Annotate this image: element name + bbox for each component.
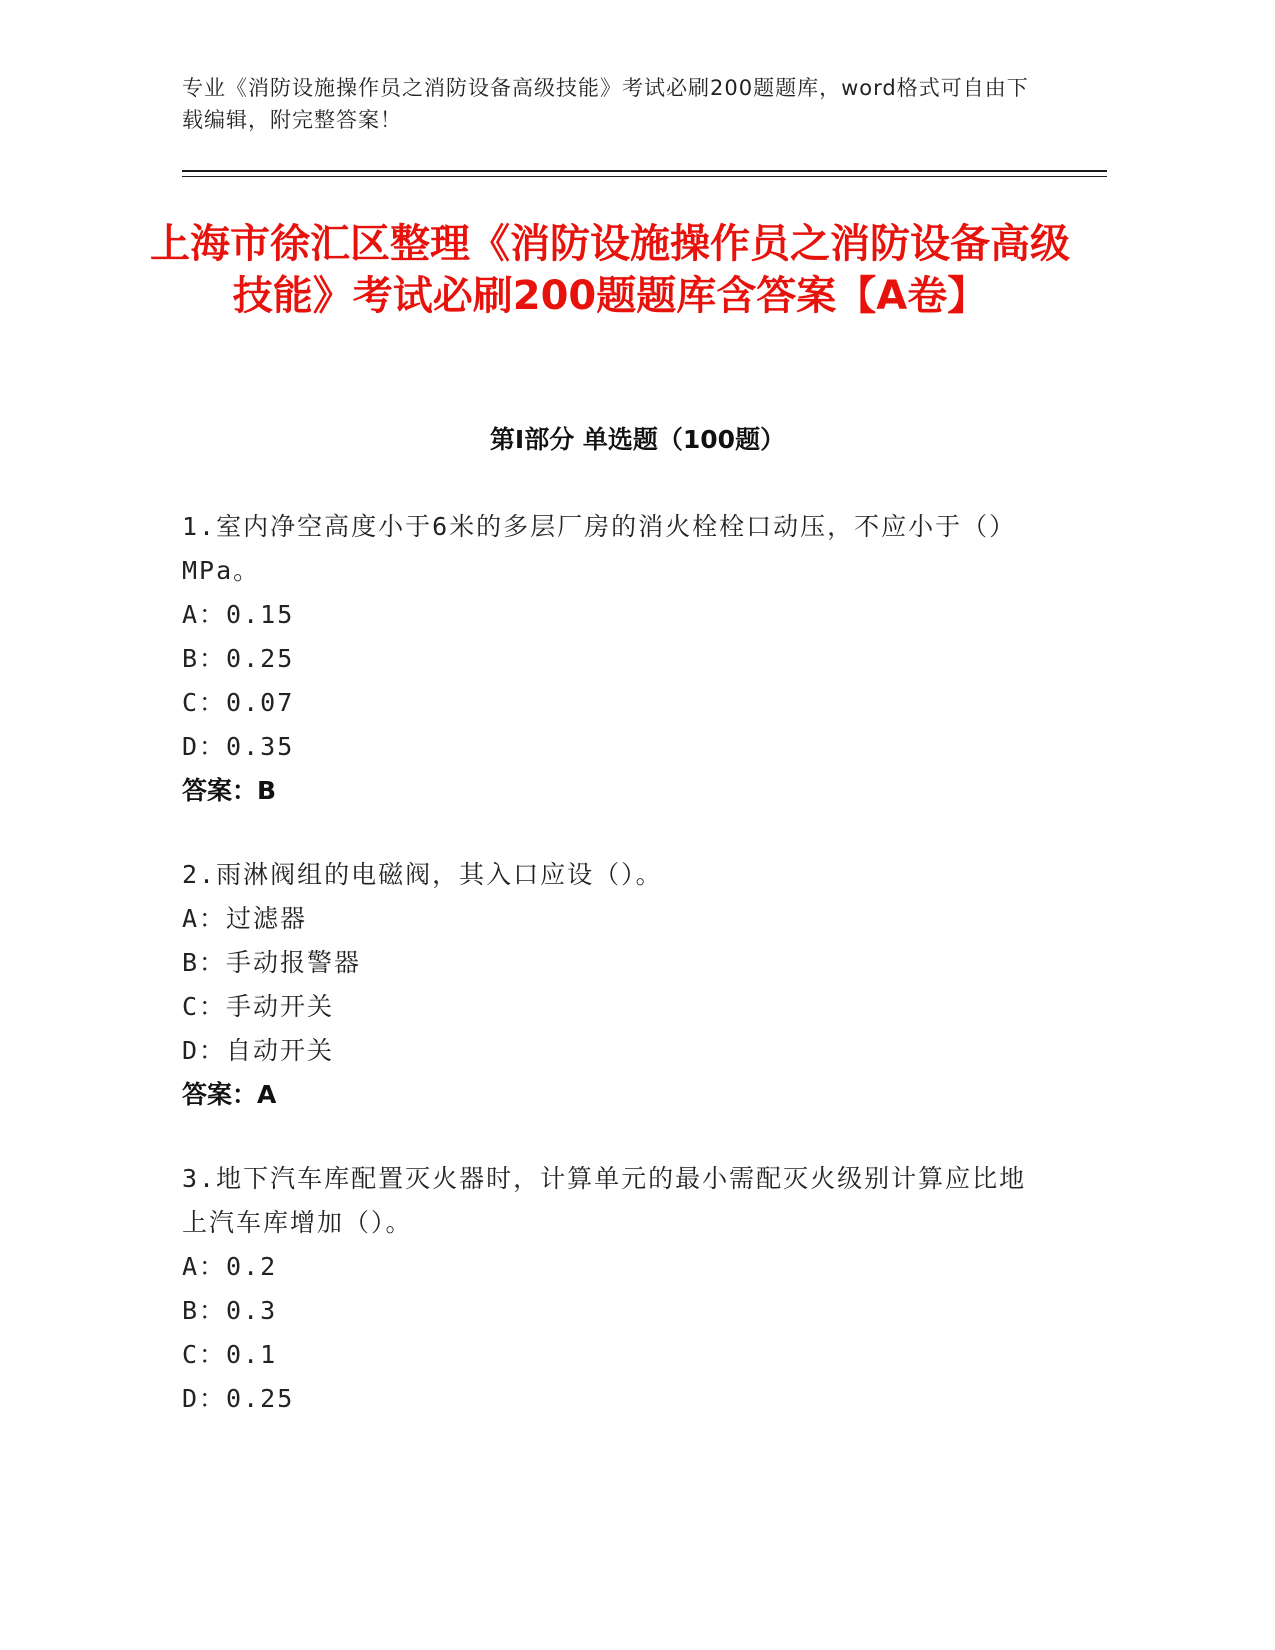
option-c: C：0.1: [182, 1340, 278, 1369]
header-divider-top: [182, 170, 1107, 172]
option-b: B：0.25: [182, 644, 295, 673]
answer: 答案：B: [182, 776, 277, 805]
option-c: C：手动开关: [182, 992, 335, 1021]
section-heading: 第I部分 单选题（100题）: [489, 425, 786, 454]
option-a: A：0.2: [182, 1252, 278, 1281]
document-title: 上海市徐汇区整理《消防设施操作员之消防设备高级技能》考试必刷200题题库含答案【A卷】: [150, 221, 1070, 319]
option-d: D：0.25: [182, 1384, 295, 1413]
option-a: A：0.15: [182, 600, 295, 629]
option-d: D：0.35: [182, 732, 295, 761]
option-d: D：自动开关: [182, 1036, 335, 1065]
question-text: 1.室内净空高度小于6米的多层厂房的消火栓栓口动压，不应小于（）MPa。: [182, 512, 1017, 585]
question-list: [182, 505, 1032, 1461]
option-b: B：0.3: [182, 1296, 278, 1325]
question-1: [182, 505, 1032, 813]
header-note: 专业《消防设施操作员之消防设备高级技能》考试必刷200题题库，word格式可自由下载编辑，附完整答案！: [182, 76, 1029, 132]
header-divider-bottom: [182, 176, 1107, 177]
option-a: A：过滤器: [182, 904, 308, 933]
option-c: C：0.07: [182, 688, 295, 717]
answer: 答案：A: [182, 1080, 277, 1109]
question-text: 2.雨淋阀组的电磁阀，其入口应设（）。: [182, 860, 663, 889]
option-b: B：手动报警器: [182, 948, 362, 977]
question-2: [182, 853, 1032, 1117]
question-3: [182, 1157, 1032, 1421]
question-text: 3.地下汽车库配置灭火器时，计算单元的最小需配灭火级别计算应比地上汽车库增加（）。: [182, 1164, 1027, 1237]
